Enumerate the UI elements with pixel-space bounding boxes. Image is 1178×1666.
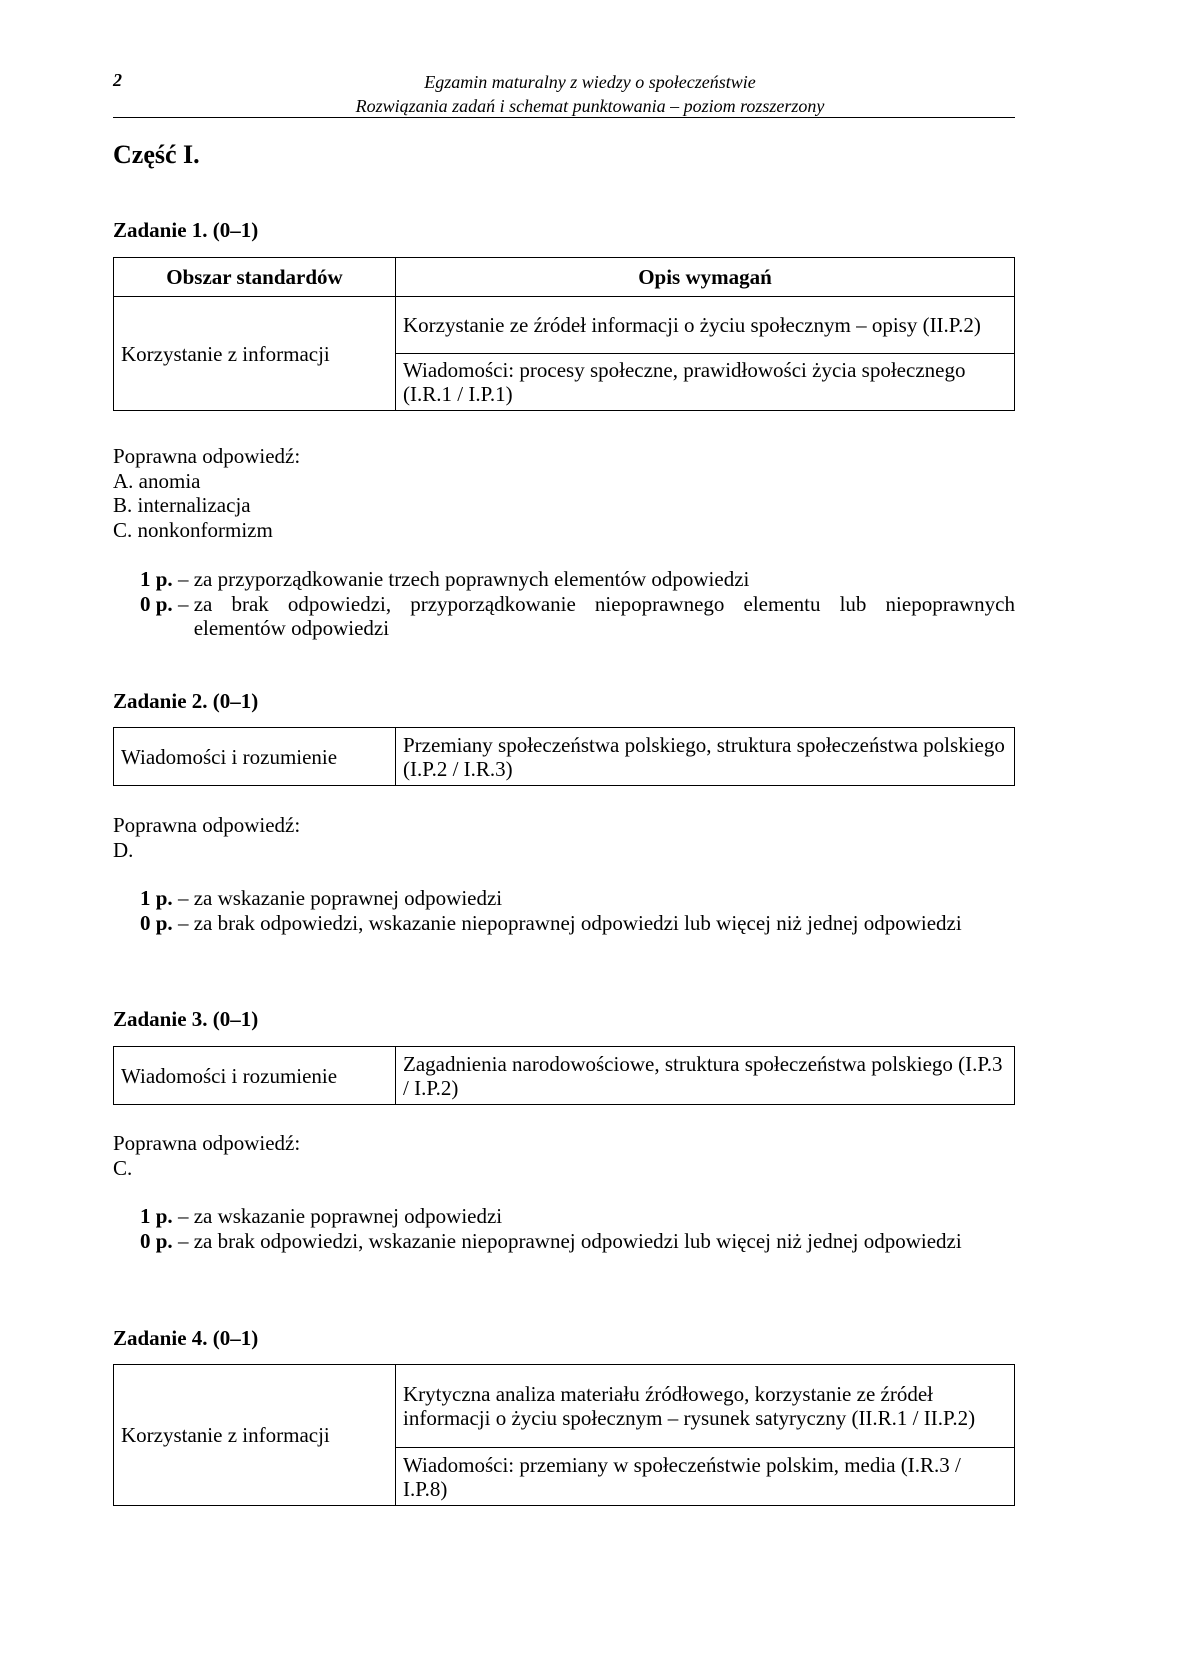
task-3-area: Wiadomości i rozumienie — [114, 1047, 396, 1105]
score-text: za wskazanie poprawnej odpowiedzi — [193, 886, 503, 910]
part-title: Część I. — [113, 140, 200, 169]
score-text: za wskazanie poprawnej odpowiedzi — [193, 1204, 503, 1228]
task-3-table — [113, 1046, 1015, 1105]
task-2-answer — [113, 813, 300, 862]
score-points: 1 p. — [140, 1204, 173, 1228]
answer-item: B. internalizacja — [113, 493, 251, 517]
answer-item: D. — [113, 837, 134, 862]
answer-label: Poprawna odpowiedź: — [113, 444, 301, 468]
score-text: za przyporządkowanie trzech poprawnych elementów odpowiedzi — [193, 567, 750, 591]
page-number: 2 — [113, 70, 122, 90]
answer-item: C. nonkonformizm — [113, 517, 273, 542]
task-1-desc-2: Wiadomości: procesy społeczne, prawidłowości życia społecznego (I.R.1 / I.P.1) — [396, 354, 1015, 411]
header-area: Obszar standardów — [114, 258, 396, 297]
score-points: 1 p. — [140, 886, 173, 910]
task-1-area: Korzystanie z informacji — [114, 297, 396, 411]
score-text: za brak odpowiedzi, wskazanie niepoprawnej odpowiedzi lub więcej niż jednej odpowiedzi — [193, 910, 962, 935]
score-points: 0 p. — [140, 591, 173, 616]
task-3-title: Zadanie 3. (0–1) — [113, 1007, 259, 1031]
task-1-scoring: 1 p. – za przyporządkowanie trzech poprawnych elementów odpowiedzi 0 p. – za brak odpowiedzi, przyporządkowanie niepoprawnego elementu lub niepoprawnych elementów odpowiedzi — [140, 567, 1015, 640]
task-4-area: Korzystanie z informacji — [114, 1365, 396, 1506]
task-1-desc-1: Korzystanie ze źródeł informacji o życiu społecznym – opisy (II.P.2) — [396, 297, 1015, 354]
task-2-table — [113, 727, 1015, 786]
score-text: za brak odpowiedzi, wskazanie niepoprawnej odpowiedzi lub więcej niż jednej odpowiedzi — [193, 1228, 962, 1253]
score-points: 1 p. — [140, 567, 173, 591]
answer-label: Poprawna odpowiedź: — [113, 813, 301, 837]
task-1-title: Zadanie 1. (0–1) — [113, 218, 259, 242]
task-2-title: Zadanie 2. (0–1) — [113, 689, 259, 713]
task-4-desc-1: Krytyczna analiza materiału źródłowego, korzystanie ze źródeł informacji o życiu społecznym – rysunek satyryczny (II.R.1 / II.P.2) — [396, 1365, 1015, 1448]
answer-label: Poprawna odpowiedź: — [113, 1131, 301, 1155]
task-4-title: Zadanie 4. (0–1) — [113, 1326, 259, 1350]
task-2-scoring: 1 p. – za wskazanie poprawnej odpowiedzi 0 p. – za brak odpowiedzi, wskazanie niepoprawnej odpowiedzi lub więcej niż jednej odpowiedzi — [140, 886, 1015, 935]
answer-item: A. anomia — [113, 468, 201, 493]
score-points: 0 p. — [140, 910, 173, 935]
score-points: 0 p. — [140, 1228, 173, 1253]
header-line-2: Rozwiązania zadań i schemat punktowania – poziom rozszerzony — [355, 96, 825, 116]
header-line-1: Egzamin maturalny z wiedzy o społeczeństwie — [424, 72, 756, 92]
task-4-desc-2: Wiadomości: przemiany w społeczeństwie polskim, media (I.R.3 / I.P.8) — [396, 1448, 1015, 1506]
task-4-table — [113, 1364, 1015, 1506]
task-3-scoring: 1 p. – za wskazanie poprawnej odpowiedzi 0 p. – za brak odpowiedzi, wskazanie niepoprawnej odpowiedzi lub więcej niż jednej odpowiedzi — [140, 1204, 1015, 1253]
answer-item: C. — [113, 1155, 133, 1180]
task-1-answer — [113, 444, 300, 542]
score-text: za brak odpowiedzi, przyporządkowanie niepoprawnego elementu lub niepoprawnych elementów odpowiedzi — [193, 591, 1015, 640]
header-rule — [113, 117, 1015, 118]
header-desc: Opis wymagań — [396, 258, 1015, 297]
task-2-area: Wiadomości i rozumienie — [114, 728, 396, 786]
task-2-desc-1: Przemiany społeczeństwa polskiego, struktura społeczeństwa polskiego (I.P.2 / I.R.3) — [396, 728, 1015, 786]
running-header — [280, 70, 900, 118]
task-3-answer — [113, 1131, 300, 1180]
task-1-table — [113, 257, 1015, 411]
task-3-desc-1: Zagadnienia narodowościowe, struktura społeczeństwa polskiego (I.P.3 / I.P.2) — [396, 1047, 1015, 1105]
